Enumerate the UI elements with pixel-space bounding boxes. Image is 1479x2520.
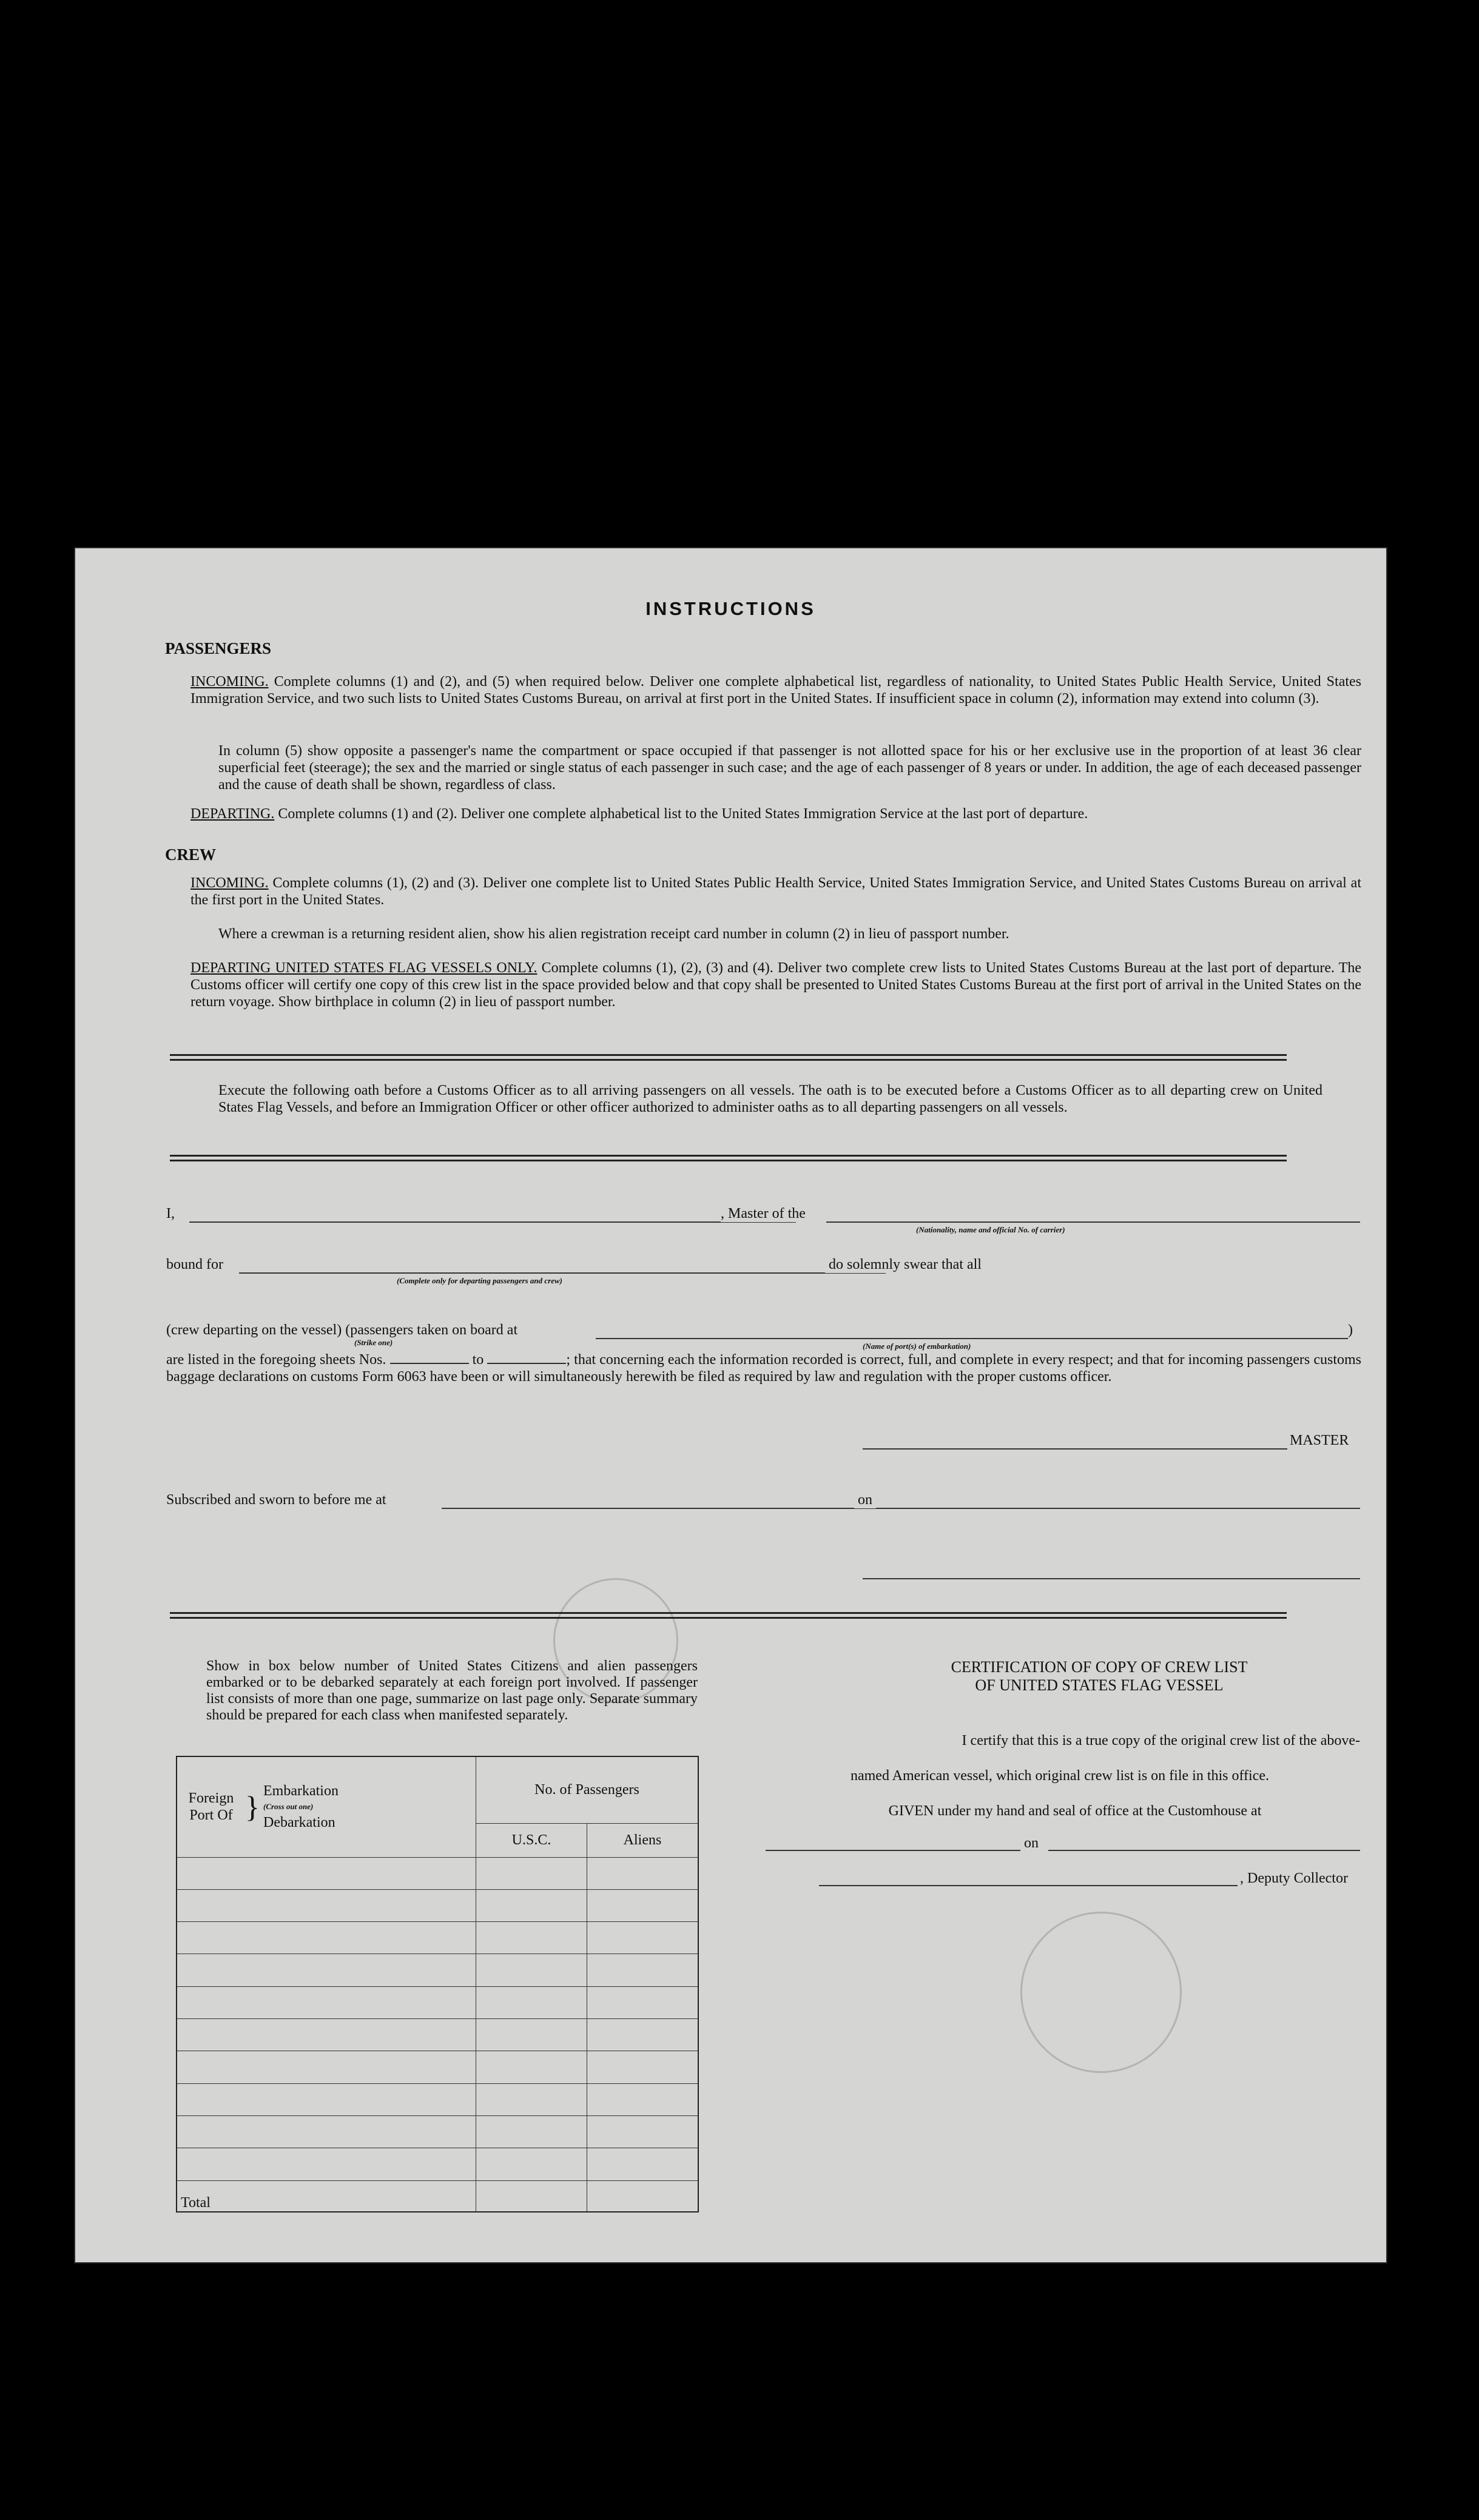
passengers-heading: PASSENGERS (165, 639, 272, 657)
cert-title-line2: OF UNITED STATES FLAG VESSEL (975, 1676, 1224, 1694)
cert-deputy: , Deputy Collector (1240, 1870, 1348, 1886)
oath-master-of: , Master of the (721, 1206, 809, 1222)
cert-title-line1: CERTIFICATION OF COPY OF CREW LIST (951, 1658, 1248, 1676)
crew-incoming-label: INCOMING. (190, 875, 269, 891)
master-name-field[interactable] (189, 1221, 796, 1223)
master-label: MASTER (1290, 1433, 1349, 1448)
sworn-date-field[interactable] (884, 1508, 1360, 1509)
col-foreign: Foreign Port Of (188, 1790, 234, 1824)
aliens-cell[interactable] (587, 2083, 699, 2115)
aliens-cell[interactable] (587, 1954, 699, 1986)
strike-one-hint: (Strike one) (354, 1338, 393, 1347)
usc-cell[interactable] (476, 2083, 587, 2115)
aliens-cell[interactable] (587, 2018, 699, 2051)
faint-office-stamp (1020, 1912, 1182, 2073)
aliens-cell[interactable] (587, 1922, 699, 1954)
cert-date-field[interactable] (1048, 1850, 1360, 1851)
header-port (177, 1756, 476, 1857)
divider-oath (170, 1155, 1287, 1161)
carrier-hint: (Nationality, name and official No. of carrier) (916, 1225, 1065, 1234)
aliens-cell[interactable] (587, 1889, 699, 1921)
sheets-to-field[interactable] (487, 1352, 566, 1364)
passengers-departing (190, 805, 1361, 822)
oath-listed-rest: ; that concerning each the information recorded is correct, full, and complete in every respect; and that for incoming passengers customs baggage declarations on customs Form 6063 have been or will simultaneously herewith be filed as required by law and regulation with the proper customs officer. (166, 1352, 1362, 1385)
page-title: INSTRUCTIONS (645, 598, 816, 619)
cert-line1: I certify that this is a true copy of the original crew list of the above- (962, 1733, 1360, 1749)
table-row (177, 1889, 698, 1921)
oath-swear: do solemnly swear that all (825, 1257, 985, 1273)
table-row (177, 2115, 698, 2148)
usc-cell[interactable] (476, 2051, 587, 2083)
oath-on: on (854, 1492, 876, 1508)
total-aliens-cell[interactable] (587, 2180, 699, 2212)
passenger-summary-table (176, 1756, 699, 2213)
ports-hint: (Name of port(s) of embarkation) (863, 1342, 971, 1351)
table-row (177, 2083, 698, 2115)
oath-bound-for: bound for (166, 1257, 223, 1272)
port-cell[interactable] (177, 2115, 476, 2148)
sworn-place-field[interactable] (442, 1508, 921, 1509)
master-signature-field[interactable] (863, 1448, 1287, 1450)
oath-intro: Execute the following oath before a Customs Officer as to all arriving passengers on all vessels. The oath is to be executed before a Customs Officer as to all departing crew on United States Flag Vessels, and before an Immigration Officer or other officer authorized to administer oaths as to all departing passengers on all vessels. (218, 1083, 1322, 1115)
sheets-from-field[interactable] (390, 1352, 469, 1364)
brace-glyph: } (245, 1790, 260, 1824)
table-row (177, 2148, 698, 2180)
customhouse-field[interactable] (766, 1850, 1020, 1851)
form-page (74, 547, 1387, 2263)
deputy-signature-field[interactable] (819, 1885, 1238, 1886)
aliens-cell[interactable] (587, 2115, 699, 2148)
usc-cell[interactable] (476, 1889, 587, 1921)
cert-line2: named American vessel, which original crew list is on file in this office. (850, 1768, 1270, 1784)
port-cell[interactable] (177, 1954, 476, 1986)
bound-for-field[interactable] (239, 1272, 886, 1274)
officer-signature-field[interactable] (863, 1578, 1360, 1579)
table-row (177, 1857, 698, 1889)
usc-cell[interactable] (476, 1954, 587, 1986)
usc-cell[interactable] (476, 1986, 587, 2018)
crew-departing-text: Complete columns (1), (2), (3) and (4). Deliver two complete crew lists to United States Customs Bureau at the last port of departure. The Customs officer will certify one copy of this crew list in the space provided below and that copy shall be presented to United States Customs Bureau at the first port of arrival in the United States on the return voyage. Show birthplace in column (2) in lieu of passport number. (190, 960, 1362, 1010)
passengers-column5: In column (5) show opposite a passenger's name the compartment or space occupied if that passenger is not allotted space for his or her exclusive use in the proportion of at least 36 clear superficial feet (steerage); the sex and the married or single status of each passenger in such case; and the age of each passenger of 8 years or under. In addition, the age of each deceased passenger and the cause of death shall be shown, regardless of class. (218, 743, 1361, 793)
table-row (177, 1986, 698, 2018)
carrier-field[interactable] (826, 1221, 1360, 1223)
usc-cell[interactable] (476, 2018, 587, 2051)
usc-cell[interactable] (476, 1857, 587, 1889)
passengers-departing-text: Complete columns (1) and (2). Deliver one complete alphabetical list to the United States Immigration Service at the last port of departure. (278, 806, 1088, 822)
crew-departing-label: DEPARTING UNITED STATES FLAG VESSELS ONLY. (190, 960, 537, 976)
total-usc-cell[interactable] (476, 2180, 587, 2212)
crew-resident: Where a crewman is a returning resident alien, show his alien registration receipt card number in column (2) in lieu of passport number. (218, 926, 1009, 942)
oath-crew-departing: (crew departing on the vessel) (passengers taken on board at (166, 1322, 518, 1338)
port-cell[interactable] (177, 2083, 476, 2115)
col-aliens: Aliens (587, 1823, 699, 1857)
divider-top (170, 1054, 1287, 1061)
usc-cell[interactable] (476, 1922, 587, 1954)
oath-subscribed: Subscribed and sworn to before me at (166, 1492, 386, 1508)
oath-close-paren: ) (1348, 1322, 1353, 1338)
port-cell[interactable] (177, 2051, 476, 2083)
port-cell[interactable] (177, 1889, 476, 1921)
port-cell[interactable] (177, 1986, 476, 2018)
crew-departing (190, 959, 1361, 1010)
aliens-cell[interactable] (587, 2148, 699, 2180)
crew-incoming-text: Complete columns (1), (2) and (3). Deliver one complete list to United States Public Health Service, United States Immigration Service, and United States Customs Bureau on arrival at the first port in the United States. (190, 875, 1361, 908)
col-usc: U.S.C. (476, 1823, 587, 1857)
cert-line3: GIVEN under my hand and seal of office at the Customhouse at (888, 1803, 1262, 1819)
cert-title (772, 1658, 1427, 1695)
port-cell[interactable] (177, 2018, 476, 2051)
usc-cell[interactable] (476, 2115, 587, 2148)
total-label: Total (177, 2180, 476, 2212)
total-row (177, 2180, 698, 2212)
col-embark: Embarkation (263, 1783, 339, 1799)
port-cell[interactable] (177, 2148, 476, 2180)
aliens-cell[interactable] (587, 1986, 699, 2018)
crew-heading: CREW (165, 845, 217, 864)
cert-on: on (1024, 1835, 1039, 1851)
passengers-incoming (190, 673, 1361, 707)
ports-field[interactable] (596, 1338, 1348, 1339)
oath-listed-label: are listed in the foregoing sheets Nos. (166, 1352, 386, 1368)
oath-i-label: I, (166, 1206, 175, 1221)
port-cell[interactable] (177, 1857, 476, 1889)
table-row (177, 2018, 698, 2051)
summary-text: Show in box below number of United States Citizens and alien passengers embarked or to be debarked separately at each foreign port involved. If passenger list consists of more than one page, summarize on last page only. Separate summary should be prepared for each class when manifested separately. (206, 1658, 698, 1723)
table-row (177, 1922, 698, 1954)
passengers-incoming-label: INCOMING. (190, 674, 269, 690)
aliens-cell[interactable] (587, 1857, 699, 1889)
col-no-passengers: No. of Passengers (476, 1756, 699, 1823)
divider-bottom (170, 1612, 1287, 1619)
departing-hint: (Complete only for departing passengers and crew) (397, 1276, 562, 1285)
col-debark: Debarkation (263, 1815, 335, 1831)
port-cell[interactable] (177, 1922, 476, 1954)
table-row (177, 1954, 698, 1986)
passengers-departing-label: DEPARTING. (190, 806, 275, 822)
aliens-cell[interactable] (587, 2051, 699, 2083)
oath-to: to (472, 1352, 484, 1368)
usc-cell[interactable] (476, 2148, 587, 2180)
passengers-incoming-text: Complete columns (1) and (2), and (5) when required below. Deliver one complete alphabetical list, regardless of nationality, to United States Public Health Service, United States Immigration Service, and two such lists to United States Customs Bureau, on arrival at first port in the United States. If insufficient space in column (2), information may extend into column (3). (190, 674, 1362, 707)
oath-listed (166, 1351, 1361, 1385)
crew-incoming (190, 875, 1361, 909)
table-row (177, 2051, 698, 2083)
col-cross: (Cross out one) (263, 1802, 314, 1812)
